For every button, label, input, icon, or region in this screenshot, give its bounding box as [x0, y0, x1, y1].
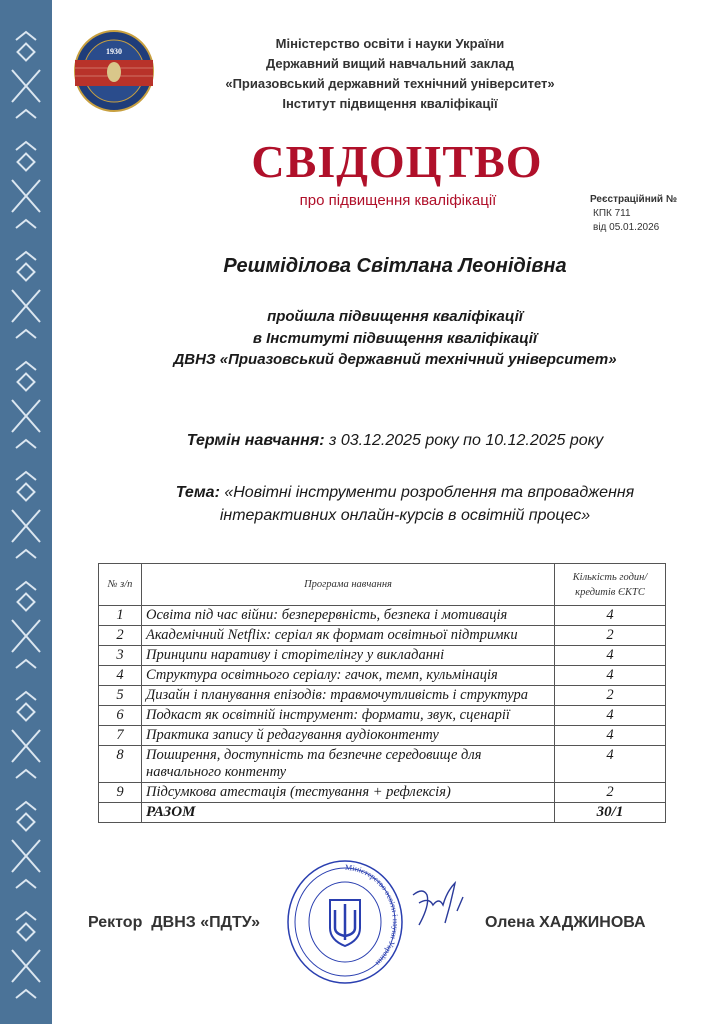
decorative-ornament-stripe	[0, 0, 52, 1024]
header-university: «Приазовський державний технічний університет»	[225, 76, 555, 91]
statement-line: в Інституті підвищення кваліфікації	[252, 329, 538, 347]
total-value: 30/1	[555, 803, 666, 823]
term-value: з 03.12.2025 року по 10.12.2025 року	[324, 432, 604, 449]
table-row	[99, 606, 666, 626]
row-number: 4	[99, 666, 142, 686]
row-topic: Практика запису й редагування аудіоконтенту	[142, 726, 555, 746]
seal-text: Міністерство освіти і науки України	[344, 862, 400, 968]
row-number: 3	[99, 646, 142, 666]
table-row	[99, 666, 666, 686]
row-topic: Освіта під час війни: безперервність, безпека і мотивація	[142, 606, 555, 626]
row-number: 6	[99, 706, 142, 726]
certificate-title: СВІДОЦТВО	[251, 136, 543, 187]
rector-position: Ректор ДВНЗ «ПДТУ»	[88, 914, 261, 931]
official-seal	[285, 858, 405, 986]
row-hours: 2	[555, 626, 666, 646]
row-hours: 2	[555, 783, 666, 803]
total-label: РАЗОМ	[142, 803, 555, 823]
row-number: 5	[99, 686, 142, 706]
header-institution-type: Державний вищий навчальний заклад	[266, 56, 514, 71]
row-hours: 4	[555, 706, 666, 726]
header-number: № з/п	[99, 564, 142, 606]
row-number: 2	[99, 626, 142, 646]
certificate-subtitle: про підвищення кваліфікації	[299, 192, 497, 209]
total-empty	[99, 803, 142, 823]
row-hours: 4	[555, 746, 666, 783]
table-row	[99, 783, 666, 803]
row-topic: Дизайн і планування епізодів: травмочутливість і структура	[142, 686, 555, 706]
row-topic: Принципи наративу і сторітелінгу у викладанні	[142, 646, 555, 666]
row-topic: Академічний Netflix: серіал як формат освітньої підтримки	[142, 626, 555, 646]
university-logo	[73, 30, 155, 112]
row-topic: Структура освітнього серіалу: гачок, темп, кульмінація	[142, 666, 555, 686]
signer-name: Олена ХАДЖИНОВА	[485, 914, 646, 931]
statement-line: пройшла підвищення кваліфікації	[267, 308, 523, 325]
row-hours: 4	[555, 666, 666, 686]
registration-date: від 05.01.2026	[593, 222, 660, 233]
row-number: 1	[99, 606, 142, 626]
statement	[100, 306, 690, 371]
header-ministry: Міністерство освіти і науки України	[275, 36, 505, 51]
registration-number: КПК 711	[593, 208, 631, 219]
table-row	[99, 706, 666, 726]
row-hours: 4	[555, 606, 666, 626]
header-hours: Кількість годин/ кредитів ЄКТС	[555, 564, 666, 606]
row-number: 8	[99, 746, 142, 783]
row-hours: 4	[555, 726, 666, 746]
row-number: 9	[99, 783, 142, 803]
topic	[110, 481, 700, 527]
table-row	[99, 746, 666, 783]
row-hours: 2	[555, 686, 666, 706]
recipient-name: Решміділова Світлана Леонідівна	[223, 255, 567, 277]
topic-line: інтерактивних онлайн-курсів в освітній процес»	[219, 507, 591, 524]
row-topic: Поширення, доступність та безпечне середовище для навчального контенту	[142, 746, 555, 783]
row-topic: Підсумкова атестація (тестування + рефлексія)	[142, 783, 555, 803]
logo-year: 1930	[106, 47, 122, 56]
header-institute: Інститут підвищення кваліфікації	[282, 96, 498, 111]
table-row	[99, 626, 666, 646]
table-row	[99, 646, 666, 666]
registration-label: Реєстраційний №	[590, 194, 677, 205]
table-total-row	[99, 803, 666, 823]
table-header-row	[99, 564, 666, 606]
registration-block	[590, 193, 677, 235]
table-row	[99, 686, 666, 706]
topic-label: Тема:	[175, 484, 220, 501]
statement-line: ДВНЗ «Приазовський державний технічний університет»	[173, 351, 617, 368]
topic-line: «Новітні інструменти розроблення та впровадження	[219, 484, 635, 501]
row-hours: 4	[555, 646, 666, 666]
term-label: Термін навчання:	[186, 432, 325, 449]
study-term	[100, 431, 690, 451]
row-topic: Подкаст як освітній інструмент: формати, звук, сценарії	[142, 706, 555, 726]
signature	[405, 875, 480, 935]
program-table	[98, 563, 666, 823]
svg-text:Міністерство освіти і науки Ук	[345, 863, 400, 968]
header-program: Програма навчання	[142, 564, 555, 606]
table-row	[99, 726, 666, 746]
row-number: 7	[99, 726, 142, 746]
